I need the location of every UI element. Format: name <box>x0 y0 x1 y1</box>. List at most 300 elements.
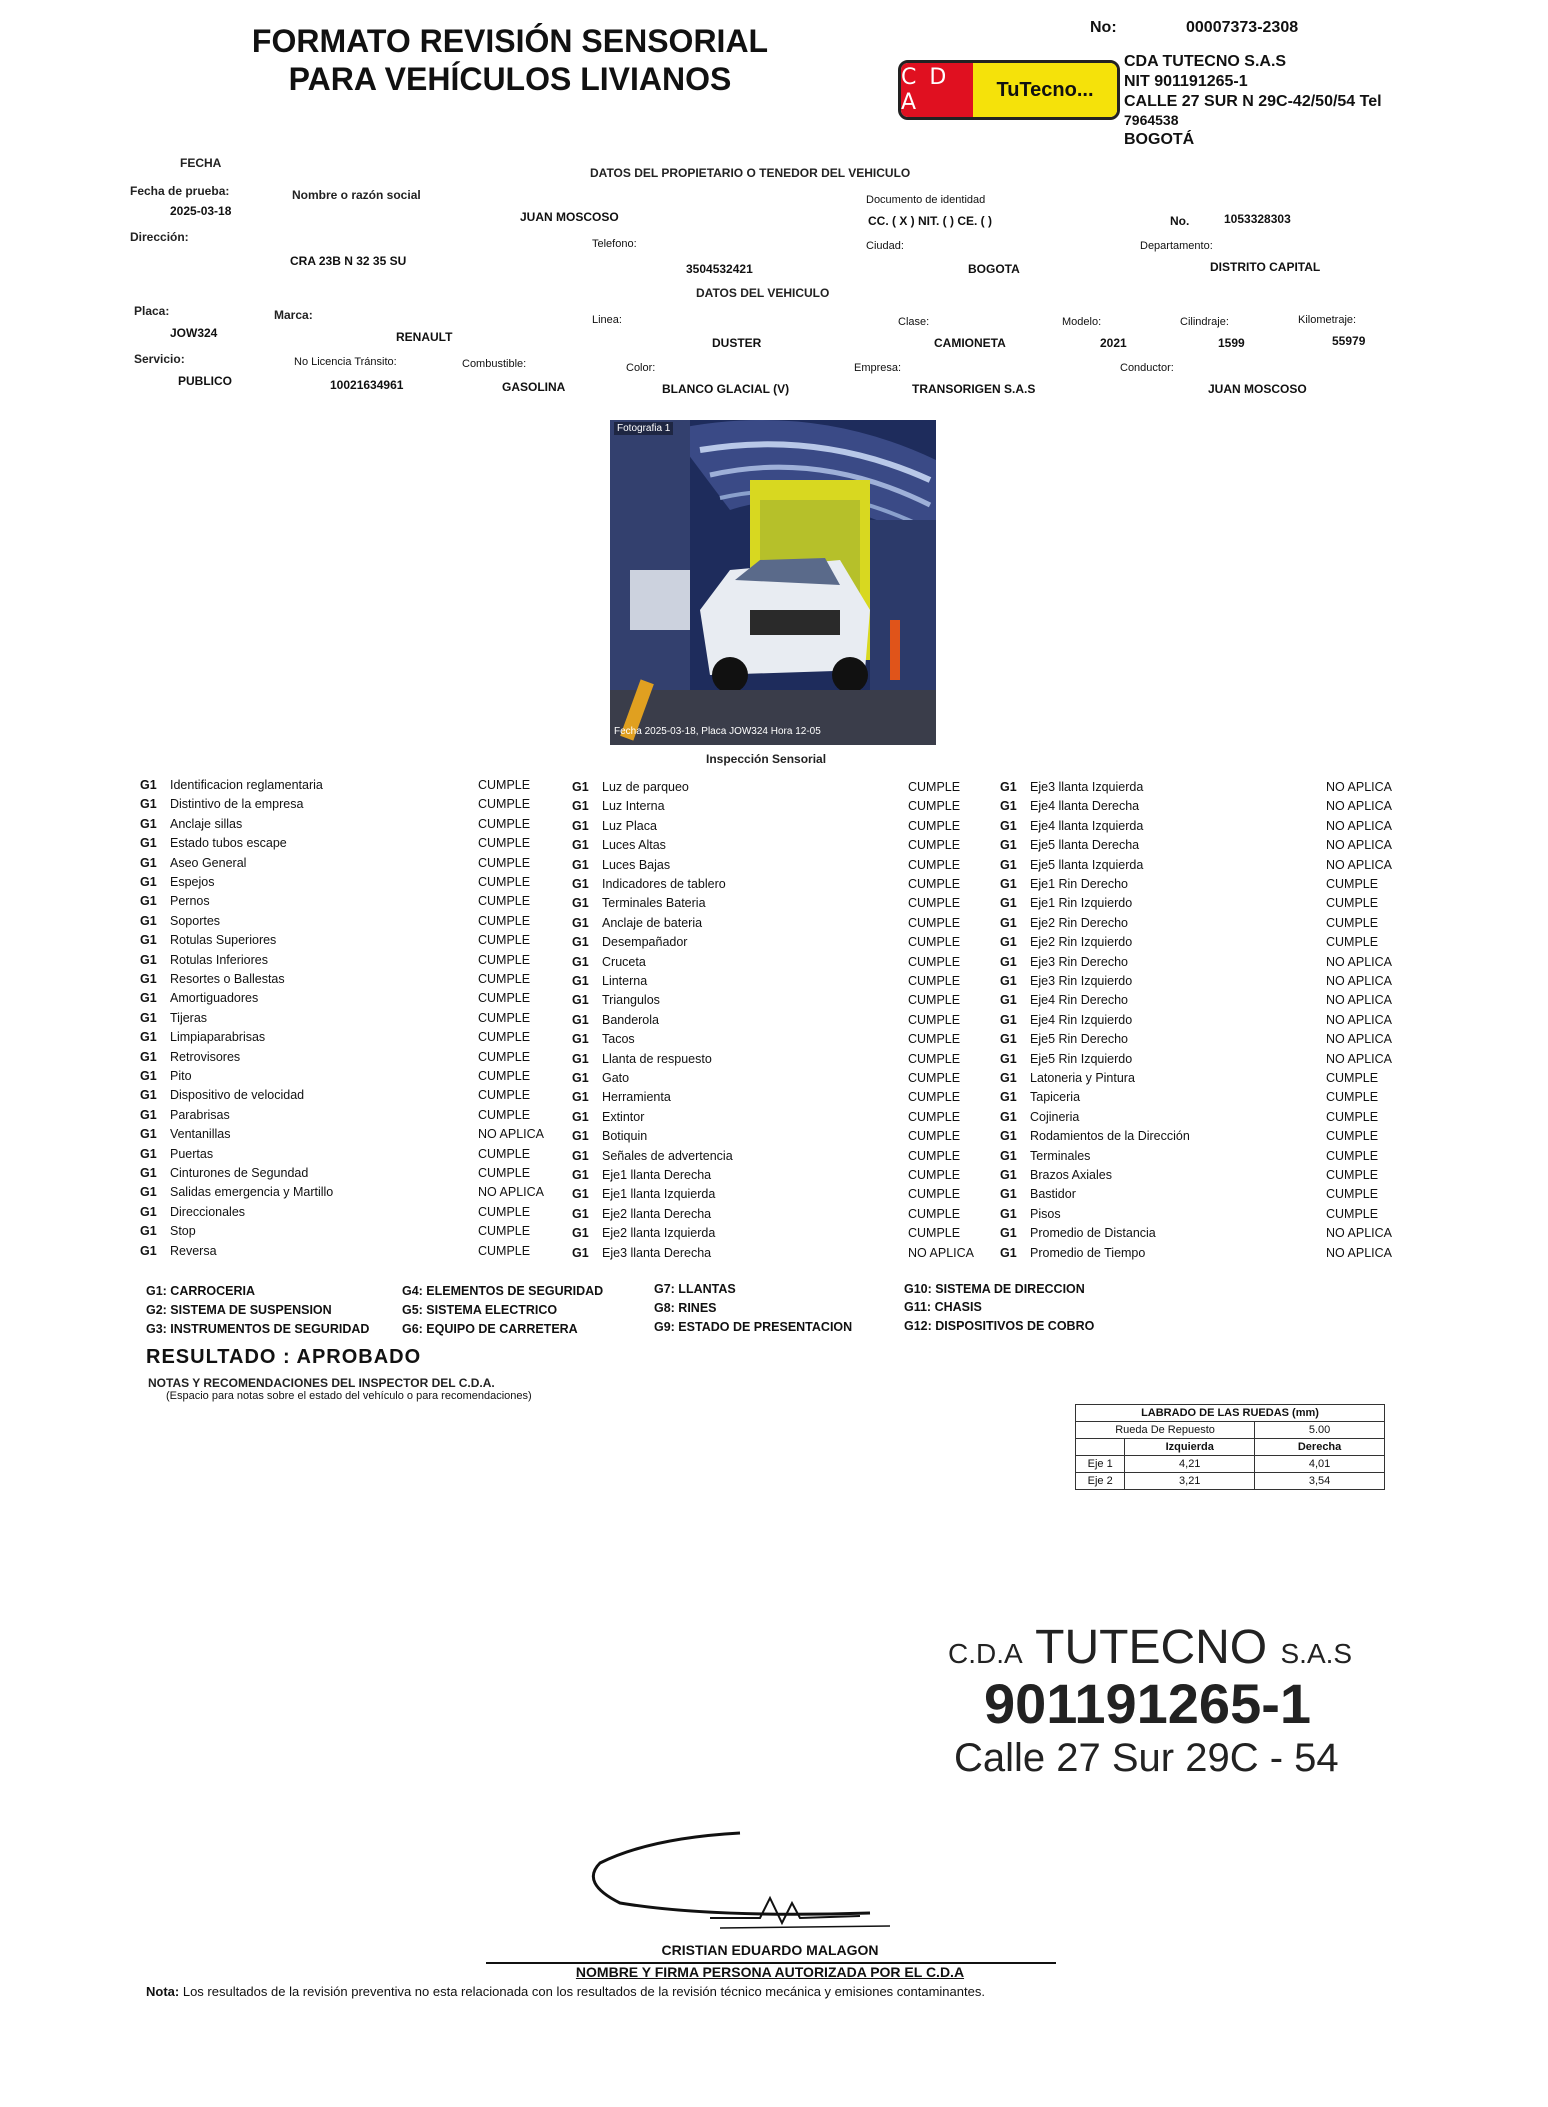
inspection-group: G1 <box>140 914 157 928</box>
inspection-item: Luces Altas <box>602 838 666 852</box>
inspection-item: Luz Interna <box>602 799 665 813</box>
inspection-item: Salidas emergencia y Martillo <box>170 1185 334 1199</box>
inspection-group: G1 <box>572 1226 589 1240</box>
inspection-result: NO APLICA <box>478 1127 544 1141</box>
notes-title: NOTAS Y RECOMENDACIONES DEL INSPECTOR DEL C.D.A. <box>148 1376 495 1390</box>
inspection-group: G1 <box>1000 1032 1017 1046</box>
inspection-item: Triangulos <box>602 993 660 1007</box>
fecha-section-title: FECHA <box>180 156 222 170</box>
inspection-group: G1 <box>1000 1207 1017 1221</box>
inspection-item: Reversa <box>170 1244 217 1258</box>
inspection-group: G1 <box>1000 1226 1017 1240</box>
inspection-item: Estado tubos escape <box>170 836 287 850</box>
inspection-item: Puertas <box>170 1147 214 1161</box>
inspection-result: CUMPLE <box>478 1050 531 1064</box>
inspection-item: Desempañador <box>602 935 688 949</box>
ciudad-label: Ciudad: <box>866 240 904 252</box>
departamento-value: DISTRITO CAPITAL <box>1210 260 1321 274</box>
inspection-result: CUMPLE <box>908 1168 961 1182</box>
inspection-group: G1 <box>140 933 157 947</box>
inspection-item: Extintor <box>602 1110 645 1124</box>
tread-header-right: Derecha <box>1255 1439 1385 1456</box>
signature-drawing <box>560 1818 980 1948</box>
owner-section-title: DATOS DEL PROPIETARIO O TENEDOR DEL VEHICULO <box>590 166 911 180</box>
inspection-result: CUMPLE <box>908 858 961 872</box>
inspection-group: G1 <box>572 1110 589 1124</box>
inspection-item: Promedio de Tiempo <box>1030 1246 1146 1260</box>
inspection-item: Espejos <box>170 875 215 889</box>
inspection-item: Botiquin <box>602 1129 648 1143</box>
linea-value: DUSTER <box>712 336 762 350</box>
inspection-item: Eje4 llanta Derecha <box>1030 799 1140 813</box>
inspection-item: Eje2 Rin Izquierdo <box>1030 935 1133 949</box>
inspection-group: G1 <box>1000 1246 1017 1260</box>
departamento-label: Departamento: <box>1140 240 1213 252</box>
company-nit: NIT 901191265-1 <box>1124 73 1248 90</box>
inspection-result: CUMPLE <box>908 1226 961 1240</box>
inspection-item: Luz Placa <box>602 819 657 833</box>
inspection-item: Eje3 Rin Derecho <box>1030 955 1128 969</box>
tread-row-eje: Eje 1 <box>1076 1456 1125 1473</box>
inspection-item: Amortiguadores <box>170 991 259 1005</box>
inspection-result: NO APLICA <box>1326 1226 1392 1240</box>
inspection-group: G1 <box>140 1050 157 1064</box>
inspection-result: CUMPLE <box>908 1129 961 1143</box>
inspection-result: NO APLICA <box>1326 780 1392 794</box>
inspection-result: NO APLICA <box>1326 838 1392 852</box>
inspection-group: G1 <box>1000 1090 1017 1104</box>
inspection-group: G1 <box>140 778 157 792</box>
legend-g1: G1: CARROCERIA <box>146 1284 256 1298</box>
tread-row <box>1076 1473 1385 1490</box>
inspection-group: G1 <box>140 894 157 908</box>
inspection-item: Direccionales <box>170 1205 246 1219</box>
direccion-label: Dirección: <box>130 230 189 244</box>
inspection-group: G1 <box>572 799 589 813</box>
inspection-result: CUMPLE <box>478 1088 531 1102</box>
inspection-result: CUMPLE <box>478 1147 531 1161</box>
conductor-value: JUAN MOSCOSO <box>1208 382 1307 396</box>
inspection-group: G1 <box>572 1071 589 1085</box>
inspection-result: CUMPLE <box>1326 1187 1379 1201</box>
company-city: BOGOTÁ <box>1124 131 1195 148</box>
inspection-item: Anclaje de bateria <box>602 916 703 930</box>
company-address: CALLE 27 SUR N 29C-42/50/54 Tel <box>1124 93 1382 110</box>
inspection-item: Cruceta <box>602 955 646 969</box>
inspection-result: CUMPLE <box>908 916 961 930</box>
inspection-result: CUMPLE <box>1326 896 1379 910</box>
inspection-group: G1 <box>1000 896 1017 910</box>
document-title-line2: PARA VEHÍCULOS LIVIANOS <box>288 61 732 97</box>
tread-row-eje: Eje 2 <box>1076 1473 1125 1490</box>
inspection-result: CUMPLE <box>908 1052 961 1066</box>
inspection-item: Latoneria y Pintura <box>1030 1071 1135 1085</box>
inspection-title: Inspección Sensorial <box>706 752 827 766</box>
inspection-group: G1 <box>572 916 589 930</box>
marca-label: Marca: <box>274 308 313 322</box>
inspection-item: Gato <box>602 1071 630 1085</box>
inspection-group: G1 <box>1000 916 1017 930</box>
inspection-group: G1 <box>1000 1013 1017 1027</box>
legend-g8: G8: RINES <box>654 1301 717 1315</box>
inspection-group: G1 <box>572 955 589 969</box>
color-value: BLANCO GLACIAL (V) <box>662 382 790 396</box>
inspection-result: CUMPLE <box>478 953 531 967</box>
inspection-group: G1 <box>572 1187 589 1201</box>
inspection-result: CUMPLE <box>478 797 531 811</box>
inspection-result: CUMPLE <box>478 972 531 986</box>
stamp-tutecno: TUTECNO <box>1035 1621 1268 1674</box>
stamp-address: Calle 27 Sur 29C - 54 <box>954 1736 1339 1780</box>
photo-caption: Fecha 2025-03-18, Placa JOW324 Hora 12-05 <box>614 726 821 737</box>
inspection-group: G1 <box>572 974 589 988</box>
company-name: CDA TUTECNO S.A.S <box>1124 53 1287 70</box>
inspection-item: Luces Bajas <box>602 858 671 872</box>
inspection-group: G1 <box>572 838 589 852</box>
inspection-item: Resortes o Ballestas <box>170 972 285 986</box>
inspection-group: G1 <box>572 1032 589 1046</box>
signature-caption: NOMBRE Y FIRMA PERSONA AUTORIZADA POR EL C.D.A <box>575 1964 965 1980</box>
inspection-group: G1 <box>572 1149 589 1163</box>
tread-row-izq: 3,21 <box>1125 1473 1255 1490</box>
inspection-item: Limpiaparabrisas <box>170 1030 266 1044</box>
inspection-group: G1 <box>1000 1187 1017 1201</box>
inspection-item: Tapiceria <box>1030 1090 1081 1104</box>
inspection-group: G1 <box>1000 1129 1017 1143</box>
inspection-item: Identificacion reglamentaria <box>170 778 323 792</box>
inspection-result: CUMPLE <box>478 778 531 792</box>
inspection-result: NO APLICA <box>1326 1013 1392 1027</box>
inspection-group: G1 <box>572 993 589 1007</box>
company-stamp <box>948 1620 1352 1781</box>
inspection-item: Eje1 Rin Derecho <box>1030 877 1128 891</box>
placa-label: Placa: <box>134 304 170 318</box>
documento-types: CC. ( X ) NIT. ( ) CE. ( ) <box>868 214 992 228</box>
tread-row-der: 4,01 <box>1255 1456 1385 1473</box>
inspection-item: Aseo General <box>170 856 247 870</box>
marca-value: RENAULT <box>396 330 453 344</box>
inspection-item: Herramienta <box>602 1090 671 1104</box>
inspection-item: Eje5 Rin Derecho <box>1030 1032 1128 1046</box>
linea-label: Linea: <box>592 314 622 326</box>
inspection-result: CUMPLE <box>1326 877 1379 891</box>
inspection-group: G1 <box>1000 780 1017 794</box>
inspection-result: CUMPLE <box>908 955 961 969</box>
inspection-group: G1 <box>1000 819 1017 833</box>
inspection-group: G1 <box>140 817 157 831</box>
empresa-value: TRANSORIGEN S.A.S <box>912 382 1036 396</box>
inspection-item: Rotulas Superiores <box>170 933 277 947</box>
tread-row-der: 3,54 <box>1255 1473 1385 1490</box>
legend-g4: G4: ELEMENTOS DE SEGURIDAD <box>402 1284 604 1298</box>
inspection-result: NO APLICA <box>478 1185 544 1199</box>
stamp-line1 <box>948 1620 1352 1675</box>
ciudad-value: BOGOTA <box>968 262 1020 276</box>
kilometraje-label: Kilometraje: <box>1298 314 1357 326</box>
vehicle-photo-image <box>610 420 936 745</box>
inspection-item: Bastidor <box>1030 1187 1076 1201</box>
company-phone: 7964538 <box>1124 112 1179 128</box>
inspection-group: G1 <box>1000 993 1017 1007</box>
footer-note-text: Los resultados de la revisión preventiva no esta relacionada con los resultados de la revisión técnico mecánica y emisiones contaminantes. <box>182 1984 985 1999</box>
inspection-item: Eje5 Rin Izquierdo <box>1030 1052 1133 1066</box>
inspection-group: G1 <box>572 858 589 872</box>
inspection-item: Eje4 Rin Izquierdo <box>1030 1013 1133 1027</box>
inspection-result: NO APLICA <box>1326 1246 1392 1260</box>
inspection-group: G1 <box>572 1168 589 1182</box>
cda-logo <box>898 60 1120 120</box>
inspection-item: Eje4 Rin Derecho <box>1030 993 1128 1007</box>
legend-g5: G5: SISTEMA ELECTRICO <box>402 1303 558 1317</box>
result-text: RESULTADO : APROBADO <box>146 1346 422 1368</box>
inspection-result: CUMPLE <box>908 1110 961 1124</box>
inspection-result: CUMPLE <box>478 875 531 889</box>
inspection-group: G1 <box>572 780 589 794</box>
servicio-label: Servicio: <box>134 352 185 366</box>
stamp-cda: C.D.A <box>948 1638 1023 1669</box>
inspection-result: CUMPLE <box>908 1071 961 1085</box>
inspection-group: G1 <box>1000 1149 1017 1163</box>
inspection-result: CUMPLE <box>908 1187 961 1201</box>
inspection-result: CUMPLE <box>908 993 961 1007</box>
inspection-item: Eje5 llanta Derecha <box>1030 838 1140 852</box>
legend-g11: G11: CHASIS <box>904 1300 982 1314</box>
inspection-result: CUMPLE <box>908 877 961 891</box>
inspection-result: CUMPLE <box>1326 935 1379 949</box>
spare-value: 5.00 <box>1255 1422 1385 1439</box>
form-number-label: No: <box>1090 19 1117 36</box>
inspection-result: CUMPLE <box>1326 1071 1379 1085</box>
inspection-result: CUMPLE <box>908 1149 961 1163</box>
inspection-result: CUMPLE <box>908 780 961 794</box>
inspection-item: Pisos <box>1030 1207 1061 1221</box>
vehicle-photo <box>610 420 936 745</box>
inspection-item: Eje3 llanta Izquierda <box>1030 780 1144 794</box>
inspection-group: G1 <box>140 1147 157 1161</box>
inspection-result: CUMPLE <box>1326 916 1379 930</box>
inspection-result: CUMPLE <box>478 1030 531 1044</box>
inspection-result: NO APLICA <box>1326 993 1392 1007</box>
inspection-result: CUMPLE <box>478 1166 531 1180</box>
inspection-result: CUMPLE <box>1326 1207 1379 1221</box>
inspection-group: G1 <box>1000 858 1017 872</box>
inspection-result: CUMPLE <box>908 799 961 813</box>
logo-right: TuTecno... <box>973 63 1117 117</box>
inspection-group: G1 <box>140 1244 157 1258</box>
inspection-result: CUMPLE <box>908 974 961 988</box>
inspection-group: G1 <box>140 1185 157 1199</box>
inspection-item: Cinturones de Segundad <box>170 1166 309 1180</box>
clase-label: Clase: <box>898 316 930 328</box>
inspection-group: G1 <box>1000 799 1017 813</box>
fecha-prueba-value: 2025-03-18 <box>170 204 232 218</box>
inspection-group: G1 <box>140 836 157 850</box>
inspection-result: CUMPLE <box>478 914 531 928</box>
inspection-result: CUMPLE <box>1326 1149 1379 1163</box>
inspection-group: G1 <box>572 1013 589 1027</box>
inspection-group: G1 <box>1000 974 1017 988</box>
inspection-group: G1 <box>572 819 589 833</box>
inspection-group: G1 <box>572 1246 589 1260</box>
telefono-value: 3504532421 <box>686 262 753 276</box>
inspection-group: G1 <box>140 856 157 870</box>
vehicle-section-title: DATOS DEL VEHICULO <box>696 286 830 300</box>
inspection-group: G1 <box>1000 877 1017 891</box>
inspection-item: Pernos <box>170 894 210 908</box>
inspection-item: Llanta de respuesto <box>602 1052 712 1066</box>
servicio-value: PUBLICO <box>178 374 232 388</box>
inspection-group: G1 <box>572 1052 589 1066</box>
inspection-result: CUMPLE <box>478 1224 531 1238</box>
inspection-result: CUMPLE <box>478 856 531 870</box>
inspection-item: Indicadores de tablero <box>602 877 726 891</box>
telefono-label: Telefono: <box>592 238 637 250</box>
legend-g3: G3: INSTRUMENTOS DE SEGURIDAD <box>146 1322 370 1336</box>
inspection-item: Brazos Axiales <box>1030 1168 1112 1182</box>
inspection-item: Eje3 llanta Derecha <box>602 1246 712 1260</box>
inspection-group: G1 <box>1000 1071 1017 1085</box>
inspection-result: CUMPLE <box>478 894 531 908</box>
inspection-group: G1 <box>1000 1110 1017 1124</box>
modelo-label: Modelo: <box>1062 316 1102 328</box>
inspection-item: Eje3 Rin Izquierdo <box>1030 974 1133 988</box>
modelo-value: 2021 <box>1100 336 1127 350</box>
inspection-item: Banderola <box>602 1013 659 1027</box>
inspection-item: Terminales <box>1030 1149 1091 1163</box>
inspection-item: Rotulas Inferiores <box>170 953 268 967</box>
documento-no-label: No. <box>1170 214 1190 228</box>
combustible-label: Combustible: <box>462 358 527 370</box>
inspection-item: Tijeras <box>170 1011 208 1025</box>
cilindraje-value: 1599 <box>1218 336 1245 350</box>
inspection-result: CUMPLE <box>478 1205 531 1219</box>
nombre-label: Nombre o razón social <box>292 188 421 202</box>
form-number-value: 00007373-2308 <box>1186 19 1299 36</box>
inspection-group: G1 <box>1000 1168 1017 1182</box>
inspection-result: CUMPLE <box>478 1108 531 1122</box>
inspection-result: NO APLICA <box>1326 1052 1392 1066</box>
inspection-group: G1 <box>140 1166 157 1180</box>
inspection-group: G1 <box>572 1129 589 1143</box>
inspection-group: G1 <box>1000 955 1017 969</box>
inspection-item: Parabrisas <box>170 1108 230 1122</box>
inspection-group: G1 <box>140 972 157 986</box>
tread-row-izq: 4,21 <box>1125 1456 1255 1473</box>
inspection-group: G1 <box>140 991 157 1005</box>
inspection-item: Tacos <box>602 1032 635 1046</box>
inspection-item: Ventanillas <box>170 1127 231 1141</box>
inspection-item: Rodamientos de la Dirección <box>1030 1129 1190 1143</box>
inspection-group: G1 <box>1000 1052 1017 1066</box>
logo-left: C D A <box>901 63 973 117</box>
inspection-result: NO APLICA <box>1326 1032 1392 1046</box>
inspection-result: CUMPLE <box>908 896 961 910</box>
inspection-result: CUMPLE <box>908 1013 961 1027</box>
licencia-value: 10021634961 <box>330 378 404 392</box>
inspection-result: CUMPLE <box>908 1032 961 1046</box>
inspection-group: G1 <box>140 1108 157 1122</box>
inspection-item: Eje1 llanta Izquierda <box>602 1187 716 1201</box>
inspection-result: NO APLICA <box>1326 955 1392 969</box>
inspection-item: Stop <box>170 1224 196 1238</box>
inspection-result: CUMPLE <box>908 935 961 949</box>
combustible-value: GASOLINA <box>502 380 566 394</box>
inspection-item: Eje4 llanta Izquierda <box>1030 819 1144 833</box>
inspection-item: Dispositivo de velocidad <box>170 1088 305 1102</box>
inspection-group: G1 <box>140 1069 157 1083</box>
documento-label: Documento de identidad <box>866 194 986 206</box>
legend-g10: G10: SISTEMA DE DIRECCION <box>904 1282 1085 1296</box>
conductor-label: Conductor: <box>1120 362 1174 374</box>
inspection-group: G1 <box>1000 838 1017 852</box>
inspection-group: G1 <box>572 877 589 891</box>
inspection-result: CUMPLE <box>478 1244 531 1258</box>
inspection-group: G1 <box>572 1207 589 1221</box>
fecha-prueba-label: Fecha de prueba: <box>130 184 230 198</box>
inspection-item: Eje5 llanta Izquierda <box>1030 858 1144 872</box>
tread-title: LABRADO DE LAS RUEDAS (mm) <box>1076 1405 1385 1422</box>
inspection-result: NO APLICA <box>908 1246 974 1260</box>
tread-header-empty <box>1076 1439 1125 1456</box>
photo-label: Fotografia 1 <box>614 422 673 435</box>
inspection-group: G1 <box>572 896 589 910</box>
inspection-result: NO APLICA <box>1326 819 1392 833</box>
inspection-group: G1 <box>140 1011 157 1025</box>
document-title-line1: FORMATO REVISIÓN SENSORIAL <box>251 23 769 59</box>
inspection-result: CUMPLE <box>908 838 961 852</box>
legend-g7: G7: LLANTAS <box>654 1282 736 1296</box>
legend-g9: G9: ESTADO DE PRESENTACION <box>654 1320 853 1334</box>
inspection-result: CUMPLE <box>908 1090 961 1104</box>
documento-no-value: 1053328303 <box>1224 212 1291 226</box>
inspection-group: G1 <box>140 1030 157 1044</box>
footer-note-label: Nota: <box>146 1984 180 1999</box>
tread-header-left: Izquierda <box>1125 1439 1255 1456</box>
kilometraje-value: 55979 <box>1332 334 1366 348</box>
nombre-value: JUAN MOSCOSO <box>520 210 619 224</box>
inspection-item: Eje2 Rin Derecho <box>1030 916 1128 930</box>
notes-hint: (Espacio para notas sobre el estado del vehículo o para recomendaciones) <box>166 1390 532 1402</box>
inspection-result: NO APLICA <box>1326 974 1392 988</box>
inspection-result: CUMPLE <box>1326 1168 1379 1182</box>
inspection-group: G1 <box>572 935 589 949</box>
inspection-group: G1 <box>572 1090 589 1104</box>
spare-label: Rueda De Repuesto <box>1076 1422 1255 1439</box>
tread-row <box>1076 1456 1385 1473</box>
inspection-result: CUMPLE <box>478 1069 531 1083</box>
inspection-result: CUMPLE <box>478 836 531 850</box>
clase-value: CAMIONETA <box>934 336 1006 350</box>
inspection-item: Retrovisores <box>170 1050 241 1064</box>
inspection-result: CUMPLE <box>478 933 531 947</box>
cilindraje-label: Cilindraje: <box>1180 316 1229 328</box>
inspection-result: CUMPLE <box>1326 1090 1379 1104</box>
inspection-item: Promedio de Distancia <box>1030 1226 1156 1240</box>
inspection-item: Distintivo de la empresa <box>170 797 304 811</box>
inspection-result: CUMPLE <box>908 819 961 833</box>
inspection-item: Eje1 Rin Izquierdo <box>1030 896 1133 910</box>
inspection-item: Soportes <box>170 914 221 928</box>
inspection-group: G1 <box>1000 935 1017 949</box>
inspection-item: Eje2 llanta Izquierda <box>602 1226 716 1240</box>
inspection-item: Eje2 llanta Derecha <box>602 1207 712 1221</box>
inspection-item: Luz de parqueo <box>602 780 689 794</box>
inspection-result: CUMPLE <box>478 817 531 831</box>
inspection-group: G1 <box>140 1224 157 1238</box>
inspection-group: G1 <box>140 875 157 889</box>
inspection-group: G1 <box>140 953 157 967</box>
legend-g6: G6: EQUIPO DE CARRETERA <box>402 1322 578 1336</box>
